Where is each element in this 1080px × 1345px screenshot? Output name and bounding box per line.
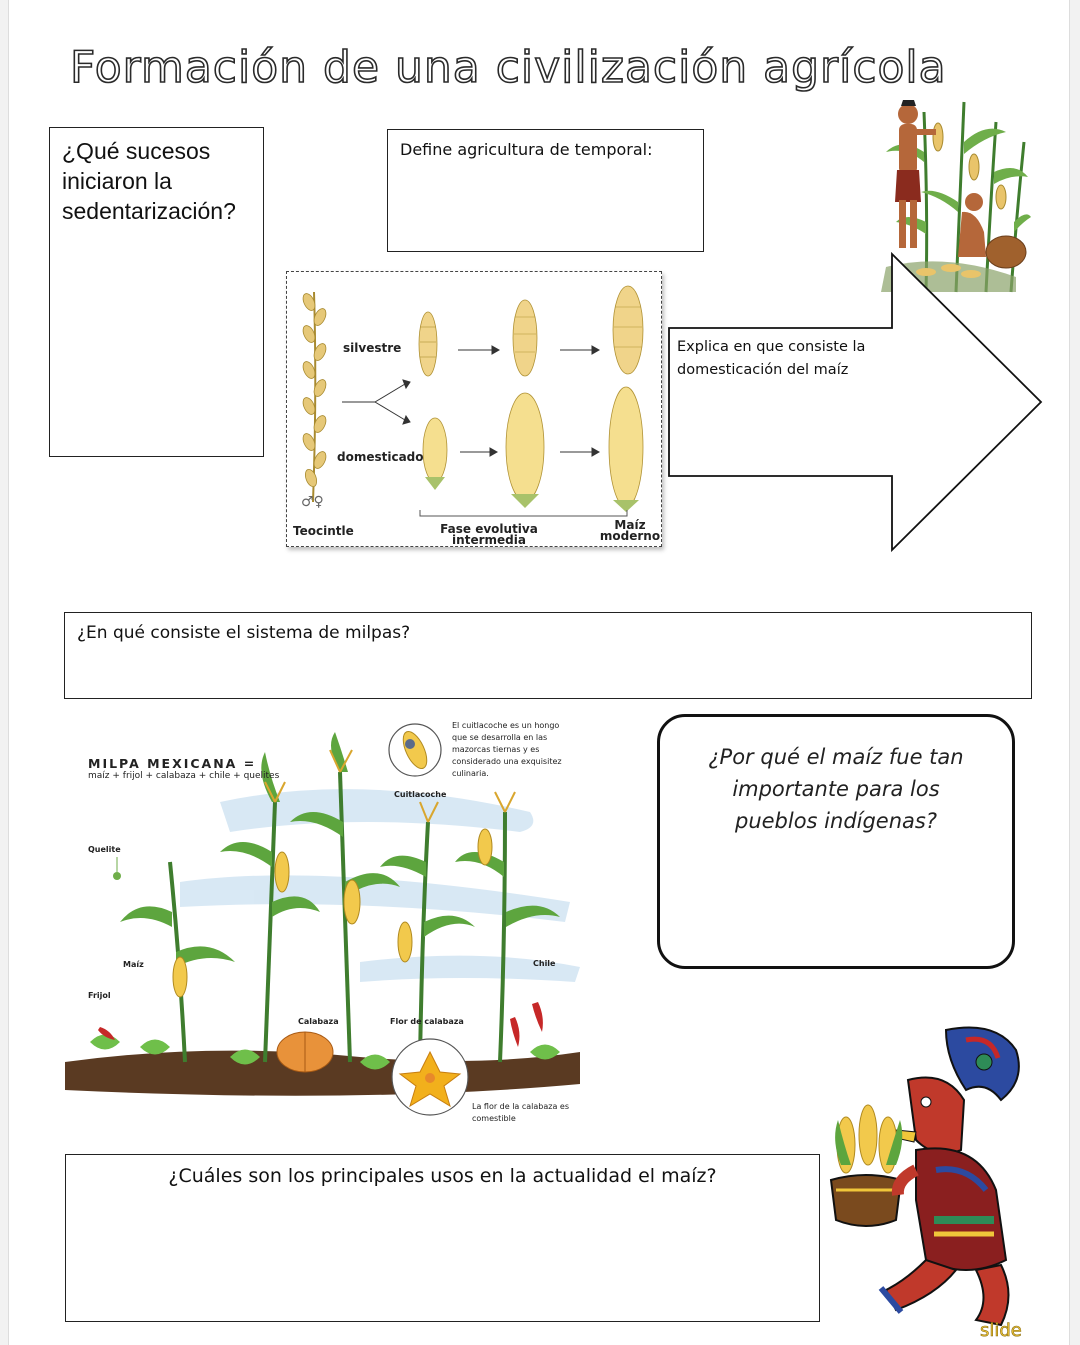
milpa-formula: maíz + frijol + calabaza + chile + quelites — [88, 771, 280, 781]
maize-evolution-graphic — [287, 272, 663, 548]
uses-answer-box[interactable] — [65, 1154, 820, 1322]
fase-intermedia-label: Fase evolutiva intermedia — [440, 522, 538, 547]
temporal-agriculture-answer-box[interactable] — [387, 129, 704, 252]
page-title: Formación de una civilización agrícola — [70, 42, 947, 93]
frijol-label: Frijol — [88, 991, 111, 1000]
teocintle-label: Teocintle — [293, 524, 354, 538]
importance-answer-box[interactable] — [657, 714, 1015, 969]
importance-question: ¿Por qué el maíz fue tan importante para los pueblos indígenas? — [708, 745, 964, 833]
uses-question: ¿Cuáles son los principales usos en la actualidad el maíz? — [168, 1165, 717, 1187]
cuitlacoche-note: El cuitlacoche es un hongo que se desarrolla en las mazorcas tiernas y es considerado una exquisitez culinaria. — [452, 721, 562, 778]
milpa-illustration — [60, 712, 600, 1132]
milpas-answer-box[interactable] — [64, 612, 1032, 699]
maize-deity-illustration — [826, 1020, 1032, 1335]
maiz-moderno-label: Maíz moderno — [599, 518, 661, 543]
sex-symbols: ♂♀ — [301, 494, 324, 510]
temporal-agriculture-question: Define agricultura de temporal: — [400, 140, 653, 159]
silvestre-label: silvestre — [343, 341, 402, 355]
domestication-question: Explica en que consiste la domesticación del maíz — [677, 339, 866, 378]
flor-calabaza-label: Flor de calabaza — [390, 1017, 464, 1026]
cuitlacoche-label: Cuitlacoche — [394, 790, 447, 799]
milpas-question: ¿En qué consiste el sistema de milpas? — [77, 623, 411, 643]
maize-evolution-diagram — [286, 271, 662, 547]
milpa-heading: MILPA MEXICANA = — [88, 756, 257, 771]
flor-note: La flor de la calabaza es comestible — [472, 1102, 570, 1123]
watermark-text: slide — [980, 1320, 1022, 1341]
sedentarization-answer-box[interactable] — [49, 127, 264, 457]
maiz-label: Maíz — [123, 960, 144, 969]
calabaza-label: Calabaza — [298, 1017, 339, 1026]
domesticado-label: domesticado — [337, 450, 424, 464]
domestication-arrow-box[interactable] — [668, 252, 1046, 554]
chile-label: Chile — [533, 959, 556, 968]
quelite-label: Quelite — [88, 845, 121, 854]
sedentarization-question: ¿Qué sucesos iniciaron la sedentarización? — [62, 138, 236, 224]
